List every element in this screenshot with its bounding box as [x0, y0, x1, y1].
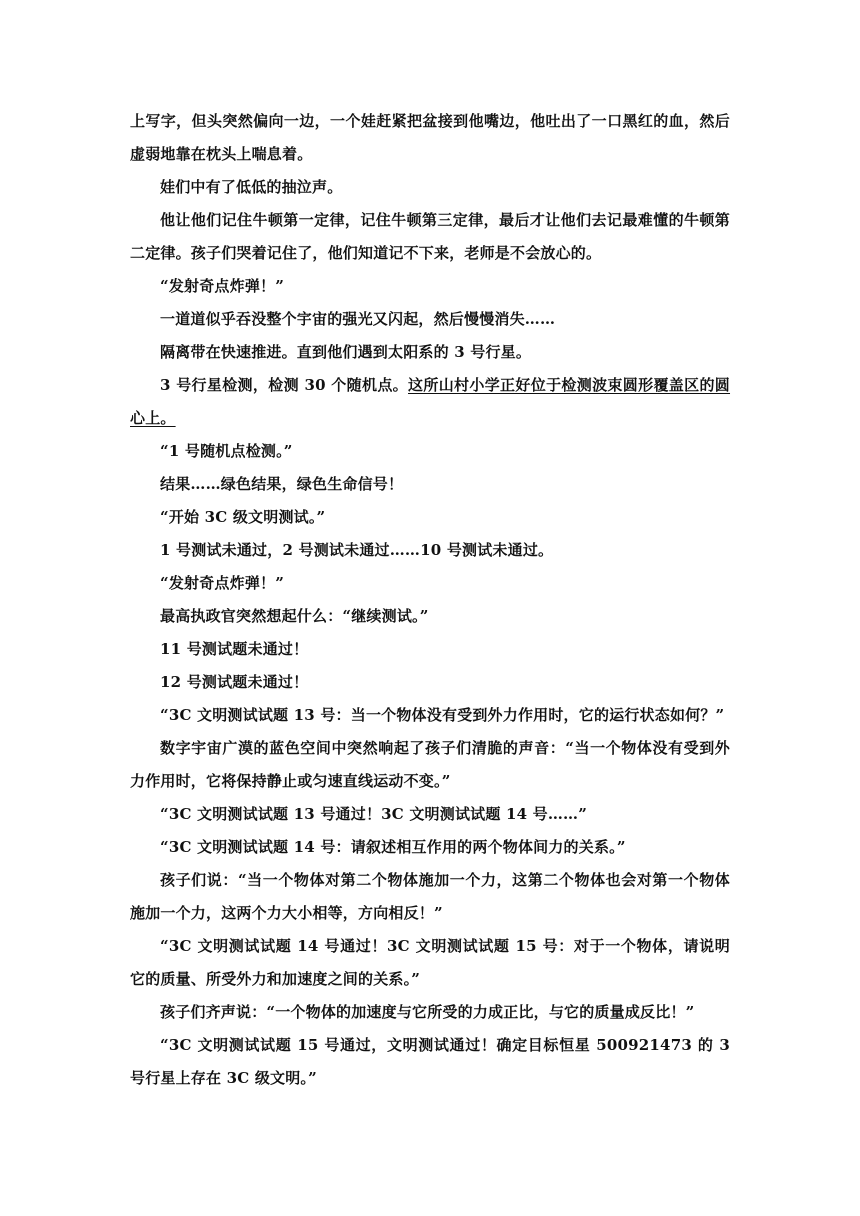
paragraph-22: 孩子们齐声说：“一个物体的加速度与它所受的力成正比，与它的质量成反比！”: [160, 1003, 695, 1021]
paragraph-15: 12 号测试题未通过！: [160, 673, 309, 691]
paragraph-8: “1 号随机点检测。”: [160, 442, 293, 460]
paragraph-2: 娃们中有了低低的抽泣声。: [160, 178, 343, 196]
paragraph-18: “3C 文明测试试题 13 号通过！3C 文明测试试题 14 号……”: [160, 805, 588, 823]
paragraph-19: “3C 文明测试试题 14 号：请叙述相互作用的两个物体间力的关系。”: [160, 838, 626, 856]
paragraph-21: “3C 文明测试试题 14 号通过！3C 文明测试试题 15 号：对于一个物体，请说明它的质量、所受外力和加速度之间的关系。”: [130, 937, 730, 988]
paragraph-6: 隔离带在快速推进。直到他们遇到太阳系的 3 号行星。: [160, 343, 532, 361]
document-body: [130, 105, 730, 1095]
paragraph-9: 结果……绿色结果，绿色生命信号！: [160, 475, 404, 493]
paragraph-5: 一道道似乎吞没整个宇宙的强光又闪起，然后慢慢消失……: [160, 310, 556, 328]
paragraph-23: “3C 文明测试试题 15 号通过，文明测试通过！确定目标恒星 500921473 的 3 号行星上存在 3C 级文明。”: [130, 1036, 730, 1087]
paragraph-7-text: 3 号行星检测，检测 30 个随机点。: [160, 376, 409, 394]
paragraph-16: “3C 文明测试试题 13 号：当一个物体没有受到外力作用时，它的运行状态如何？”: [160, 706, 725, 724]
paragraph-1: 上写字，但头突然偏向一边，一个娃赶紧把盆接到他嘴边，他吐出了一口黑红的血，然后虚弱地靠在枕头上喘息着。: [130, 112, 730, 163]
paragraph-4: “发射奇点炸弹！”: [160, 277, 285, 295]
paragraph-3: 他让他们记住牛顿第一定律，记住牛顿第三定律，最后才让他们去记最难懂的牛顿第二定律。孩子们哭着记住了，他们知道记不下来，老师是不会放心的。: [130, 211, 730, 262]
paragraph-17: 数字宇宙广漠的蓝色空间中突然响起了孩子们清脆的声音：“当一个物体没有受到外力作用时，它将保持静止或匀速直线运动不变。”: [130, 739, 730, 790]
paragraph-7: [130, 369, 730, 435]
paragraph-13: 最高执政官突然想起什么：“继续测试。”: [160, 607, 429, 625]
paragraph-14: 11 号测试题未通过！: [160, 640, 309, 658]
underlined-sentence: 这所山村小学正好位于检测波束圆形覆盖区的圆心上。: [130, 376, 731, 427]
paragraph-11: 1 号测试未通过，2 号测试未通过……10 号测试未通过。: [160, 541, 554, 559]
paragraph-20: 孩子们说：“当一个物体对第二个物体施加一个力，这第二个物体也会对第一个物体施加一个力，这两个力大小相等，方向相反！”: [130, 871, 730, 922]
paragraph-12: “发射奇点炸弹！”: [160, 574, 285, 592]
paragraph-10: “开始 3C 级文明测试。”: [160, 508, 326, 526]
